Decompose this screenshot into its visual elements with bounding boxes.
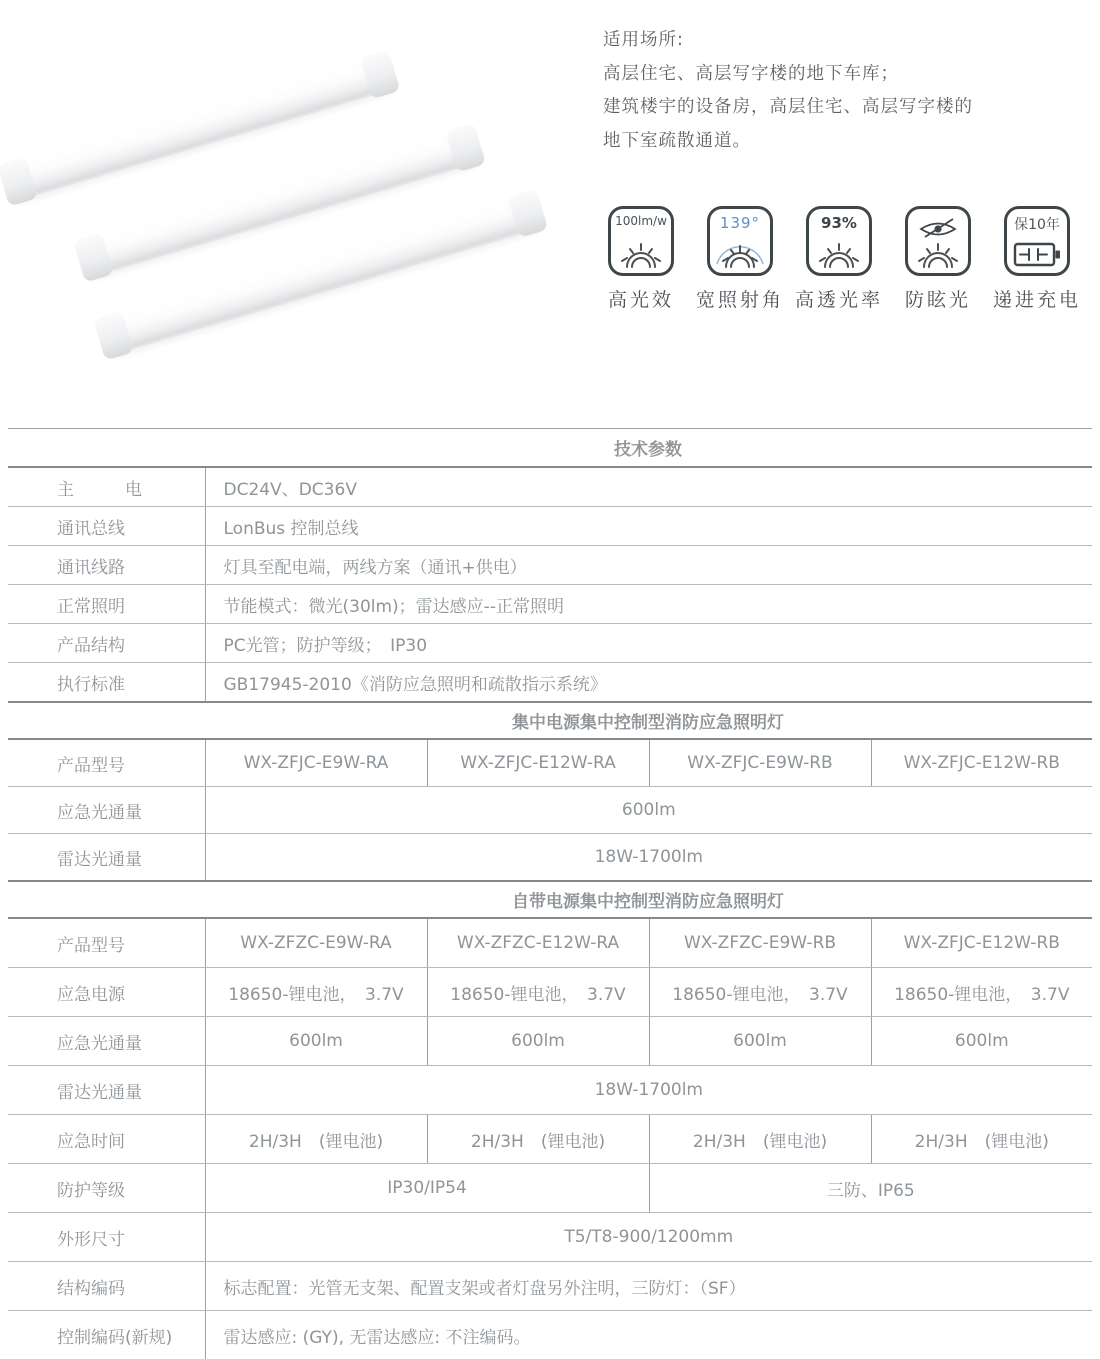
feature-antiglare: [897, 206, 979, 312]
time-cell: 2H/3H (锂电池): [871, 1115, 1092, 1164]
spec-label: 主 电: [8, 467, 205, 507]
spec-value: 标志配置：光管无支架、配置支架或者灯盘另外注明，三防灯：（SF）: [205, 1262, 1092, 1311]
model-cell: WX-ZFJC-E12W-RA: [427, 739, 649, 787]
feature-label: 递进充电: [993, 285, 1081, 312]
spec-row-line: [8, 546, 1092, 585]
self-size-row: [8, 1213, 1092, 1262]
time-cell: 2H/3H (锂电池): [649, 1115, 871, 1164]
battery-cell: 18650-锂电池， 3.7V: [427, 968, 649, 1017]
spec-table: [8, 428, 1092, 1359]
feature-transmittance: [798, 206, 880, 312]
spec-label: 产品型号: [8, 918, 205, 968]
protection-cell: IP30/IP54: [205, 1164, 649, 1213]
spec-value: 灯具至配电端，两线方案（通讯+供电）: [205, 546, 1092, 585]
spec-value: T5/T8-900/1200mm: [205, 1213, 1092, 1262]
feature-icons: [600, 206, 1078, 312]
spec-label: 雷达光通量: [8, 834, 205, 882]
efficacy-value: 100lm/w: [615, 214, 667, 228]
self-time-row: [8, 1115, 1092, 1164]
usage-line: 地下室疏散通道。: [603, 125, 973, 159]
battery-icon: [1012, 241, 1062, 268]
usage-line: 建筑楼宇的设备房，高层住宅、高层写字楼的: [603, 91, 973, 125]
central-lumen-row: [8, 787, 1092, 834]
section-self-title-row: [8, 881, 1092, 918]
section-title: 集中电源集中控制型消防应急照明灯: [8, 702, 1092, 739]
beam-arc-icon: [714, 240, 766, 268]
section-title: 自带电源集中控制型消防应急照明灯: [8, 881, 1092, 918]
spec-label: 产品结构: [8, 624, 205, 663]
lumen-cell: 600lm: [427, 1017, 649, 1066]
spec-label: 执行标准: [8, 663, 205, 703]
progressive-charging-icon: [1004, 206, 1070, 276]
usage-line: 高层住宅、高层写字楼的地下车库；: [603, 58, 973, 92]
transmittance-icon: [806, 206, 872, 276]
self-radar-row: [8, 1066, 1092, 1115]
beam-angle-icon: [707, 206, 773, 276]
transmittance-value: 93%: [821, 214, 857, 232]
spec-value: PC光管；防护等级； IP30: [205, 624, 1092, 663]
anti-glare-eye-icon: [905, 206, 971, 276]
spec-label: 产品型号: [8, 739, 205, 787]
feature-label: 高光效: [608, 285, 674, 312]
feature-label: 宽照射角: [696, 285, 784, 312]
spec-value: 18W-1700lm: [205, 1066, 1092, 1115]
light-rays-icon: [816, 241, 862, 268]
spec-label: 应急光通量: [8, 787, 205, 834]
battery-cell: 18650-锂电池， 3.7V: [205, 968, 427, 1017]
self-protection-row: [8, 1164, 1092, 1213]
usage-title: 适用场所:: [603, 24, 973, 58]
spec-value: LonBus 控制总线: [205, 507, 1092, 546]
model-cell: WX-ZFJC-E9W-RA: [205, 739, 427, 787]
time-cell: 2H/3H (锂电池): [427, 1115, 649, 1164]
feature-beam-angle: [699, 206, 781, 312]
table-title: 技术参数: [8, 429, 1092, 468]
time-cell: 2H/3H (锂电池): [205, 1115, 427, 1164]
model-cell: WX-ZFJC-E12W-RB: [871, 739, 1092, 787]
self-structure-code-row: [8, 1262, 1092, 1311]
protection-cell: 三防、IP65: [649, 1164, 1092, 1213]
spec-row-structure: [8, 624, 1092, 663]
self-control-code-row: [8, 1311, 1092, 1359]
spec-value: 雷达感应: (GY), 无雷达感应: 不注编码。: [205, 1311, 1092, 1359]
spec-label: 防护等级: [8, 1164, 205, 1213]
beam-angle-value: 139°: [720, 214, 760, 232]
model-cell: WX-ZFJC-E12W-RB: [871, 918, 1092, 968]
spec-value: DC24V、DC36V: [205, 467, 1092, 507]
spec-row-power: [8, 467, 1092, 507]
model-cell: WX-ZFZC-E12W-RA: [427, 918, 649, 968]
product-photo: [0, 18, 580, 418]
self-models-row: [8, 918, 1092, 968]
warranty-value: 保10年: [1014, 214, 1060, 234]
battery-cell: 18650-锂电池， 3.7V: [649, 968, 871, 1017]
feature-label: 高透光率: [795, 285, 883, 312]
model-cell: WX-ZFZC-E9W-RB: [649, 918, 871, 968]
spec-row-normal-light: [8, 585, 1092, 624]
light-rays-icon: [915, 243, 961, 268]
applicable-locations: [603, 24, 973, 158]
lumen-cell: 600lm: [205, 1017, 427, 1066]
central-models-row: [8, 739, 1092, 787]
model-cell: WX-ZFJC-E9W-RB: [649, 739, 871, 787]
battery-cell: 18650-锂电池， 3.7V: [871, 968, 1092, 1017]
spec-label: 通讯线路: [8, 546, 205, 585]
spec-label: 外形尺寸: [8, 1213, 205, 1262]
feature-label: 防眩光: [905, 285, 971, 312]
lumen-cell: 600lm: [871, 1017, 1092, 1066]
feature-charging: [996, 206, 1078, 312]
central-radar-row: [8, 834, 1092, 882]
lumen-cell: 600lm: [649, 1017, 871, 1066]
spec-label: 应急光通量: [8, 1017, 205, 1066]
spec-label: 通讯总线: [8, 507, 205, 546]
spec-label: 应急电源: [8, 968, 205, 1017]
table-title-row: [8, 429, 1092, 468]
spec-value: GB17945-2010《消防应急照明和疏散指示系统》: [205, 663, 1092, 703]
spec-label: 结构编码: [8, 1262, 205, 1311]
feature-efficacy: [600, 206, 682, 312]
spec-value: 600lm: [205, 787, 1092, 834]
spec-label: 雷达光通量: [8, 1066, 205, 1115]
section-central-title-row: [8, 702, 1092, 739]
spec-value: 18W-1700lm: [205, 834, 1092, 882]
hero-section: [0, 0, 1100, 428]
light-rays-icon: [618, 241, 664, 268]
eye-slash-icon: [916, 216, 960, 240]
spec-label: 正常照明: [8, 585, 205, 624]
spec-row-standard: [8, 663, 1092, 703]
spec-value: 节能模式：微光(30lm)；雷达感应--正常照明: [205, 585, 1092, 624]
self-battery-row: [8, 968, 1092, 1017]
luminous-efficacy-icon: [608, 206, 674, 276]
self-lumen-row: [8, 1017, 1092, 1066]
model-cell: WX-ZFZC-E9W-RA: [205, 918, 427, 968]
spec-label: 应急时间: [8, 1115, 205, 1164]
spec-row-bus: [8, 507, 1092, 546]
spec-label: 控制编码(新规): [8, 1311, 205, 1359]
